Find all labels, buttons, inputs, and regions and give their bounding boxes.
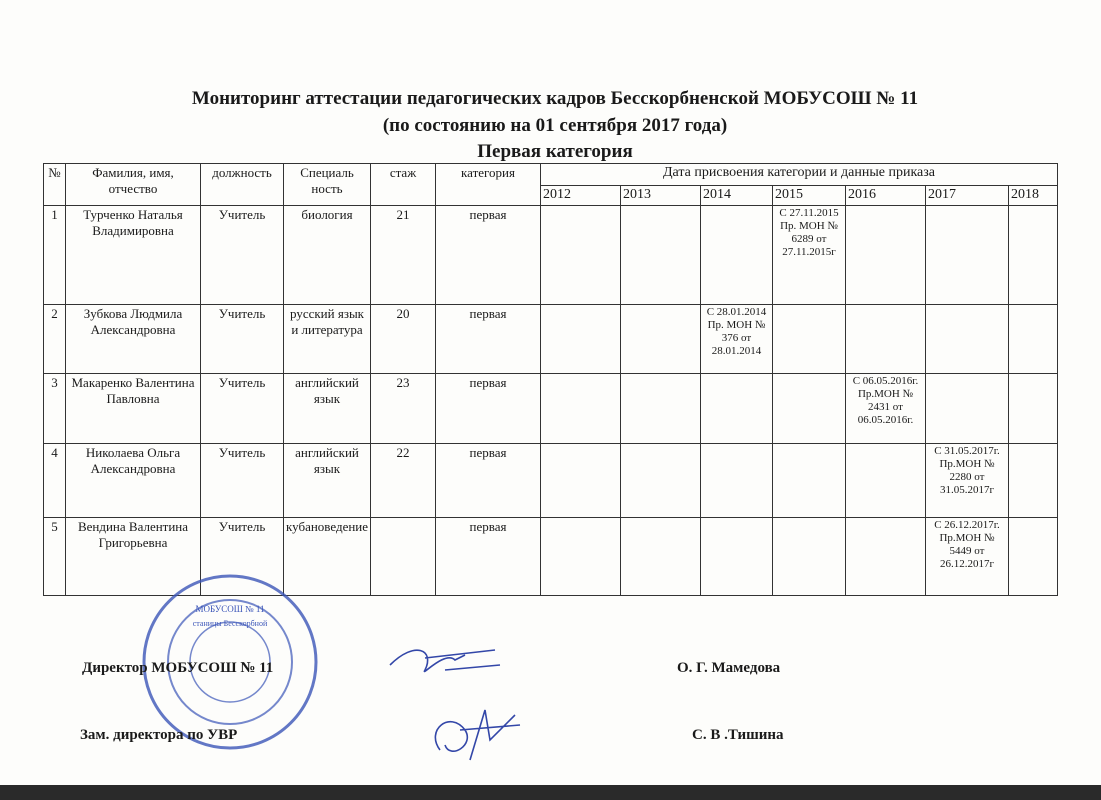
- cell-name: Макаренко Валентина Павловна: [66, 374, 201, 444]
- cell-category: первая: [436, 518, 541, 596]
- cell-year-2016: [846, 444, 926, 518]
- cell-position: Учитель: [201, 206, 284, 305]
- cell-year-2016: [846, 206, 926, 305]
- cell-year-2013: [621, 518, 701, 596]
- scan-edge: [0, 785, 1101, 800]
- cell-year-2015: [773, 518, 846, 596]
- cell-name: Николаева Ольга Александровна: [66, 444, 201, 518]
- cell-specialty: биология: [284, 206, 371, 305]
- cell-year-2016: [846, 518, 926, 596]
- cell-experience: 20: [371, 305, 436, 374]
- cell-position: Учитель: [201, 444, 284, 518]
- cell-year-2013: [621, 305, 701, 374]
- cell-year-2017: С 26.12.2017г. Пр.МОН № 5449 от 26.12.2017г: [926, 518, 1009, 596]
- cell-year-2017: [926, 374, 1009, 444]
- cell-specialty: английский язык: [284, 444, 371, 518]
- header-year-2016: 2016: [846, 186, 926, 206]
- header-specialty: Специаль ность: [284, 164, 371, 206]
- header-position: должность: [201, 164, 284, 206]
- table-row: [44, 444, 1058, 518]
- cell-num: 1: [44, 206, 66, 305]
- cell-experience: 22: [371, 444, 436, 518]
- deputy-signature: [420, 700, 530, 775]
- cell-year-2016: С 06.05.2016г. Пр.МОН № 2431 от 06.05.2016г.: [846, 374, 926, 444]
- header-experience: стаж: [371, 164, 436, 206]
- cell-name: Турченко Наталья Владимировна: [66, 206, 201, 305]
- cell-year-2018: [1009, 305, 1058, 374]
- director-label: Директор МОБУСОШ № 11: [82, 660, 274, 676]
- header-year-2015: 2015: [773, 186, 846, 206]
- header-year-2013: 2013: [621, 186, 701, 206]
- cell-year-2014: [701, 518, 773, 596]
- cell-specialty: английский язык: [284, 374, 371, 444]
- cell-experience: 21: [371, 206, 436, 305]
- cell-year-2012: [541, 305, 621, 374]
- cell-category: первая: [436, 206, 541, 305]
- cell-year-2015: [773, 305, 846, 374]
- cell-year-2014: С 28.01.2014 Пр. МОН № 376 от 28.01.2014: [701, 305, 773, 374]
- cell-name: Вендина Валентина Григорьевна: [66, 518, 201, 596]
- cell-name: Зубкова Людмила Александровна: [66, 305, 201, 374]
- director-name: О. Г. Мамедова: [677, 660, 781, 676]
- table-row: [44, 374, 1058, 444]
- cell-year-2012: [541, 206, 621, 305]
- cell-year-2013: [621, 444, 701, 518]
- cell-year-2014: [701, 444, 773, 518]
- header-year-2014: 2014: [701, 186, 773, 206]
- deputy-name: С. В .Тишина: [692, 727, 784, 743]
- cell-num: 4: [44, 444, 66, 518]
- header-name: Фамилия, имя, отчество: [66, 164, 201, 206]
- cell-category: первая: [436, 374, 541, 444]
- header-year-2017: 2017: [926, 186, 1009, 206]
- cell-category: первая: [436, 444, 541, 518]
- header-date-group: Дата присвоения категории и данные приказа: [541, 164, 1058, 186]
- cell-num: 5: [44, 518, 66, 596]
- table-row: [44, 206, 1058, 305]
- cell-num: 3: [44, 374, 66, 444]
- cell-year-2014: [701, 374, 773, 444]
- cell-specialty: кубановедение: [284, 518, 371, 596]
- document-title: Мониторинг аттестации педагогических кадров Бесскорбненской МОБУСОШ № 11: [191, 88, 919, 109]
- cell-specialty: русский язык и литература: [284, 305, 371, 374]
- cell-year-2013: [621, 206, 701, 305]
- cell-year-2017: [926, 305, 1009, 374]
- cell-year-2013: [621, 374, 701, 444]
- cell-year-2015: [773, 374, 846, 444]
- cell-year-2018: [1009, 374, 1058, 444]
- stamp-text-line2: станицы Бесскорбной: [192, 619, 268, 628]
- header-num: №: [44, 164, 66, 206]
- cell-experience: [371, 518, 436, 596]
- director-signature: [385, 630, 505, 685]
- cell-year-2018: [1009, 206, 1058, 305]
- category-heading: Первая категория: [477, 141, 633, 162]
- cell-year-2017: С 31.05.2017г. Пр.МОН № 2280 от 31.05.2017г: [926, 444, 1009, 518]
- cell-year-2018: [1009, 518, 1058, 596]
- document-subtitle: (по состоянию на 01 сентября 2017 года): [382, 115, 728, 136]
- cell-year-2012: [541, 444, 621, 518]
- cell-year-2016: [846, 305, 926, 374]
- attestation-table: [43, 163, 1058, 596]
- header-category: категория: [436, 164, 541, 206]
- cell-category: первая: [436, 305, 541, 374]
- stamp-text-line1: МОБУСОШ № 11: [195, 604, 265, 614]
- deputy-label: Зам. директора по УВР: [80, 727, 238, 743]
- cell-position: Учитель: [201, 305, 284, 374]
- cell-year-2017: [926, 206, 1009, 305]
- cell-year-2014: [701, 206, 773, 305]
- cell-year-2012: [541, 518, 621, 596]
- cell-position: Учитель: [201, 518, 284, 596]
- cell-year-2015: [773, 444, 846, 518]
- header-year-2012: 2012: [541, 186, 621, 206]
- cell-year-2012: [541, 374, 621, 444]
- cell-experience: 23: [371, 374, 436, 444]
- cell-year-2015: С 27.11.2015 Пр. МОН № 6289 от 27.11.2015г: [773, 206, 846, 305]
- cell-num: 2: [44, 305, 66, 374]
- header-year-2018: 2018: [1009, 186, 1058, 206]
- cell-year-2018: [1009, 444, 1058, 518]
- table-row: [44, 305, 1058, 374]
- cell-position: Учитель: [201, 374, 284, 444]
